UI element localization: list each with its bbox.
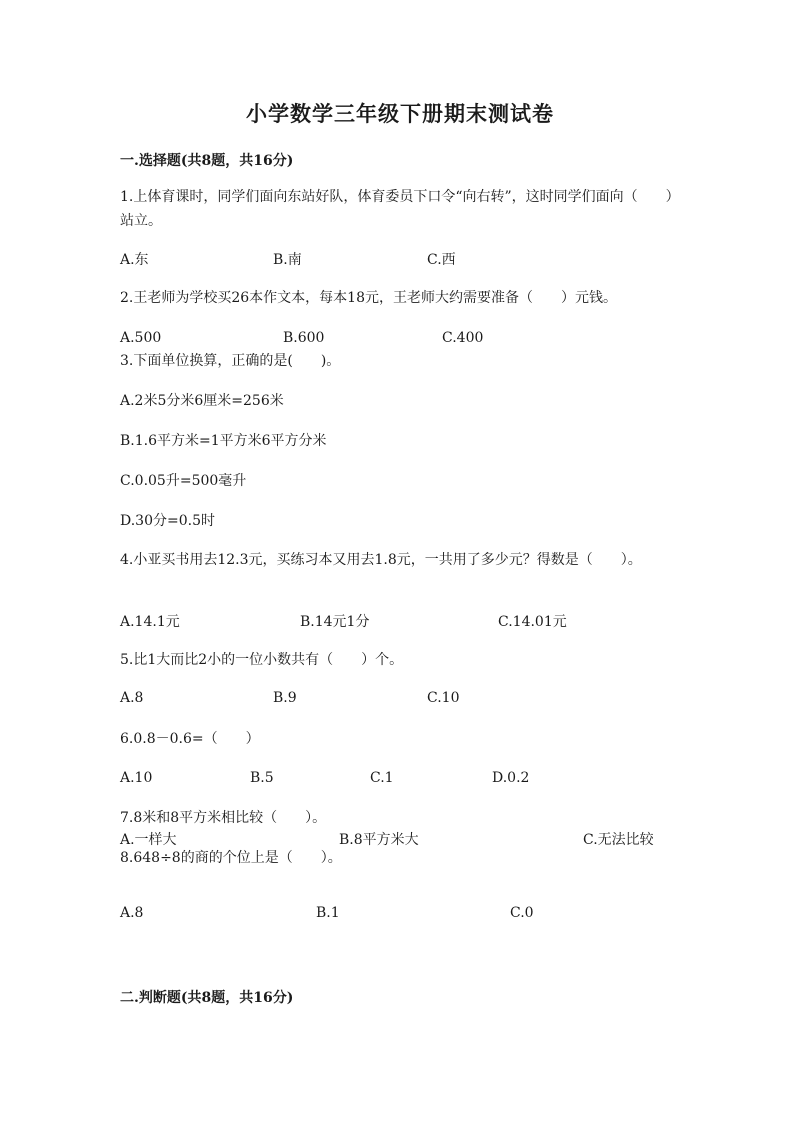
question-4-options: [120, 611, 680, 633]
option-b: B.南: [273, 252, 302, 268]
option-c: C.无法比较: [583, 832, 654, 848]
option-c: C.0: [510, 905, 534, 921]
question-6-options: [120, 770, 680, 792]
option-c: C.10: [427, 690, 460, 706]
question-7-stem: 7.8米和8平方米相比较（ ）。: [120, 810, 327, 826]
question-5-options: [120, 690, 680, 712]
section-2-heading: 二.判断题(共8题，共16分): [120, 990, 294, 1006]
option-a: A.一样大: [120, 832, 177, 848]
option-b: B.5: [250, 770, 274, 786]
option-d: D.0.2: [492, 770, 530, 786]
question-3-stem: 3.下面单位换算，正确的是( )。: [120, 353, 341, 369]
question-3-option-d: D.30分=0.5时: [120, 513, 215, 529]
question-3-option-a: A.2米5分米6厘米=256米: [120, 393, 284, 409]
question-6-stem: 6.0.8－0.6=（ ）: [120, 731, 260, 747]
question-3-option-c: C.0.05升=500毫升: [120, 473, 247, 489]
section-1-heading: 一.选择题(共8题，共16分): [120, 153, 294, 169]
option-a: A.8: [120, 905, 144, 921]
option-c: C.1: [370, 770, 394, 786]
option-a: A.8: [120, 690, 144, 706]
option-a: A.10: [120, 770, 153, 786]
question-8-stem: 8.648÷8的商的个位上是（ ）。: [120, 850, 342, 866]
option-c: C.400: [442, 330, 484, 346]
question-3-option-b: B.1.6平方米=1平方米6平方分米: [120, 433, 327, 449]
option-a: A.东: [120, 252, 149, 268]
option-b: B.1: [316, 905, 340, 921]
question-4-stem: 4.小亚买书用去12.3元，买练习本又用去1.8元，一共用了多少元？得数是（ ）。: [120, 552, 642, 568]
option-b: B.600: [283, 330, 325, 346]
question-8-options: [120, 905, 680, 927]
option-c: C.14.01元: [498, 614, 567, 630]
option-b: B.8平方米大: [339, 832, 419, 848]
question-5-stem: 5.比1大而比2小的一位小数共有（ ）个。: [120, 652, 404, 668]
page-title: 小学数学三年级下册期末测试卷: [246, 101, 554, 126]
question-1-stem: 1.上体育课时，同学们面向东站好队，体育委员下口令“向右转”，这时同学们面向（ ）站立。: [120, 189, 680, 229]
option-c: C.西: [427, 252, 456, 268]
question-2-stem: 2.王老师为学校买26本作文本，每本18元，王老师大约需要准备（ ）元钱。: [120, 290, 617, 306]
question-1-options: [120, 249, 680, 271]
option-b: B.14元1分: [300, 614, 370, 630]
option-b: B.9: [273, 690, 297, 706]
option-a: A.14.1元: [120, 614, 180, 630]
option-a: A.500: [120, 330, 162, 346]
